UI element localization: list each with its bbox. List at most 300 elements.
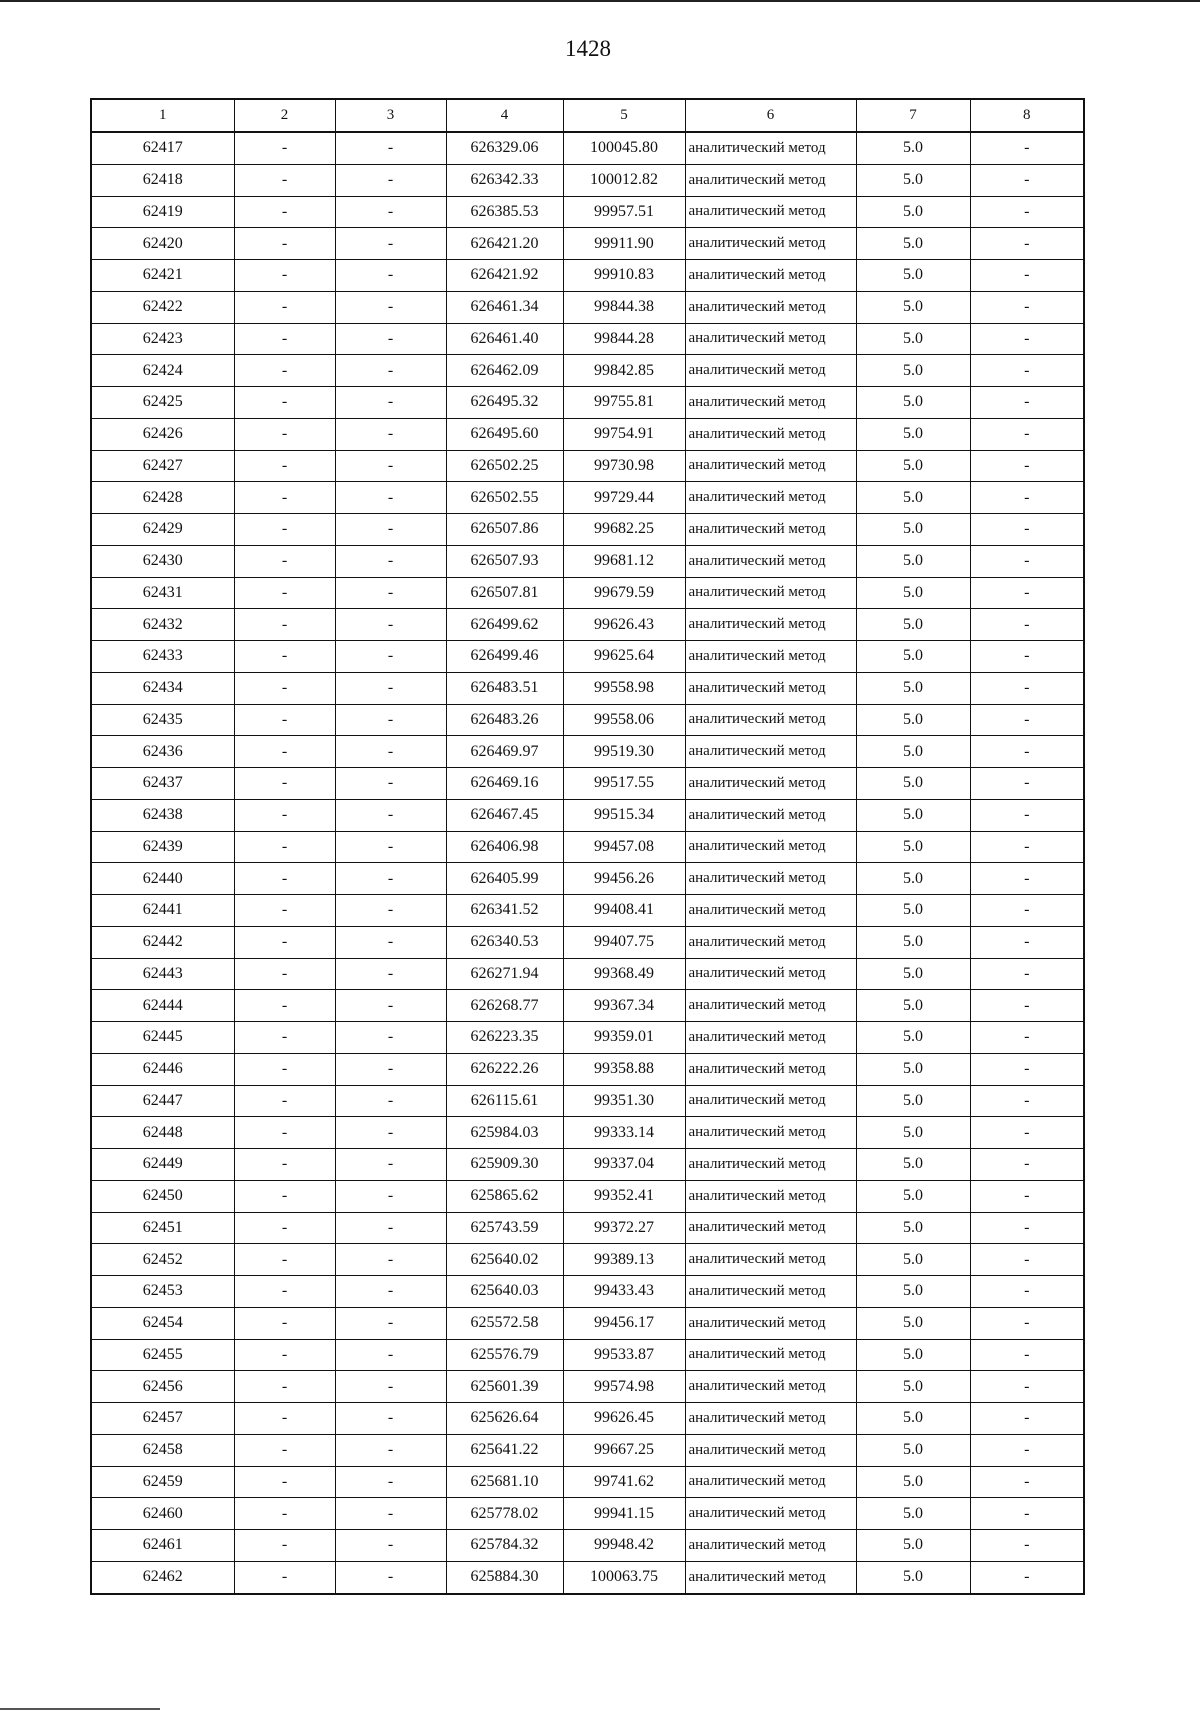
col8-cell: - (970, 1434, 1084, 1466)
x-coordinate-cell: 625778.02 (446, 1498, 563, 1530)
col3-cell: - (335, 1403, 446, 1435)
method-cell: аналитический метод (685, 1244, 856, 1276)
point-number-cell: 62419 (91, 196, 234, 228)
x-coordinate-cell: 626507.86 (446, 514, 563, 546)
col8-cell: - (970, 609, 1084, 641)
point-number-cell: 62462 (91, 1561, 234, 1593)
col8-cell: - (970, 1403, 1084, 1435)
col2-cell: - (234, 482, 335, 514)
x-coordinate-cell: 626341.52 (446, 895, 563, 927)
y-coordinate-cell: 99574.98 (563, 1371, 685, 1403)
x-coordinate-cell: 626115.61 (446, 1085, 563, 1117)
col2-cell: - (234, 831, 335, 863)
x-coordinate-cell: 626462.09 (446, 355, 563, 387)
table-row (91, 514, 1084, 546)
point-number-cell: 62447 (91, 1085, 234, 1117)
y-coordinate-cell: 99358.88 (563, 1053, 685, 1085)
col3-cell: - (335, 387, 446, 419)
y-coordinate-cell: 99456.17 (563, 1307, 685, 1339)
col8-cell: - (970, 1276, 1084, 1308)
x-coordinate-cell: 626502.55 (446, 482, 563, 514)
y-coordinate-cell: 99367.34 (563, 990, 685, 1022)
col2-cell: - (234, 863, 335, 895)
y-coordinate-cell: 99533.87 (563, 1339, 685, 1371)
point-number-cell: 62432 (91, 609, 234, 641)
accuracy-cell: 5.0 (856, 450, 970, 482)
accuracy-cell: 5.0 (856, 990, 970, 1022)
col8-cell: - (970, 641, 1084, 673)
point-number-cell: 62461 (91, 1530, 234, 1562)
y-coordinate-cell: 99941.15 (563, 1498, 685, 1530)
col2-cell: - (234, 514, 335, 546)
col3-cell: - (335, 831, 446, 863)
point-number-cell: 62440 (91, 863, 234, 895)
method-cell: аналитический метод (685, 990, 856, 1022)
point-number-cell: 62417 (91, 132, 234, 164)
col2-cell: - (234, 1339, 335, 1371)
method-cell: аналитический метод (685, 1053, 856, 1085)
point-number-cell: 62434 (91, 672, 234, 704)
accuracy-cell: 5.0 (856, 1530, 970, 1562)
col2-cell: - (234, 990, 335, 1022)
col2-cell: - (234, 704, 335, 736)
col3-cell: - (335, 164, 446, 196)
col8-cell: - (970, 132, 1084, 164)
method-cell: аналитический метод (685, 387, 856, 419)
table-row (91, 355, 1084, 387)
col8-cell: - (970, 1371, 1084, 1403)
accuracy-cell: 5.0 (856, 863, 970, 895)
col8-cell: - (970, 895, 1084, 927)
accuracy-cell: 5.0 (856, 1212, 970, 1244)
x-coordinate-cell: 625640.02 (446, 1244, 563, 1276)
point-number-cell: 62428 (91, 482, 234, 514)
accuracy-cell: 5.0 (856, 545, 970, 577)
col8-cell: - (970, 1307, 1084, 1339)
y-coordinate-cell: 99626.43 (563, 609, 685, 641)
column-header: 4 (446, 99, 563, 132)
method-cell: аналитический метод (685, 863, 856, 895)
col3-cell: - (335, 1371, 446, 1403)
x-coordinate-cell: 626499.62 (446, 609, 563, 641)
col3-cell: - (335, 704, 446, 736)
accuracy-cell: 5.0 (856, 132, 970, 164)
point-number-cell: 62429 (91, 514, 234, 546)
col8-cell: - (970, 672, 1084, 704)
col8-cell: - (970, 799, 1084, 831)
col3-cell: - (335, 990, 446, 1022)
accuracy-cell: 5.0 (856, 228, 970, 260)
col3-cell: - (335, 355, 446, 387)
col3-cell: - (335, 291, 446, 323)
y-coordinate-cell: 99842.85 (563, 355, 685, 387)
table-row (91, 1561, 1084, 1593)
x-coordinate-cell: 625572.58 (446, 1307, 563, 1339)
x-coordinate-cell: 625743.59 (446, 1212, 563, 1244)
table-row (91, 672, 1084, 704)
col2-cell: - (234, 1434, 335, 1466)
accuracy-cell: 5.0 (856, 355, 970, 387)
x-coordinate-cell: 625601.39 (446, 1371, 563, 1403)
table-row (91, 863, 1084, 895)
column-header: 5 (563, 99, 685, 132)
col3-cell: - (335, 609, 446, 641)
table-row (91, 1117, 1084, 1149)
point-number-cell: 62438 (91, 799, 234, 831)
page-number: 1428 (565, 36, 611, 61)
table-row (91, 132, 1084, 164)
table-row (91, 831, 1084, 863)
point-number-cell: 62424 (91, 355, 234, 387)
method-cell: аналитический метод (685, 958, 856, 990)
accuracy-cell: 5.0 (856, 1022, 970, 1054)
table-row (91, 1530, 1084, 1562)
col3-cell: - (335, 1466, 446, 1498)
x-coordinate-cell: 625865.62 (446, 1180, 563, 1212)
col8-cell: - (970, 450, 1084, 482)
x-coordinate-cell: 626421.20 (446, 228, 563, 260)
col2-cell: - (234, 323, 335, 355)
accuracy-cell: 5.0 (856, 323, 970, 355)
col8-cell: - (970, 1466, 1084, 1498)
point-number-cell: 62455 (91, 1339, 234, 1371)
point-number-cell: 62433 (91, 641, 234, 673)
accuracy-cell: 5.0 (856, 641, 970, 673)
col3-cell: - (335, 1276, 446, 1308)
accuracy-cell: 5.0 (856, 1053, 970, 1085)
col8-cell: - (970, 926, 1084, 958)
method-cell: аналитический метод (685, 1530, 856, 1562)
point-number-cell: 62436 (91, 736, 234, 768)
col8-cell: - (970, 1149, 1084, 1181)
col2-cell: - (234, 228, 335, 260)
top-rule (0, 0, 1200, 2)
x-coordinate-cell: 626385.53 (446, 196, 563, 228)
point-number-cell: 62453 (91, 1276, 234, 1308)
y-coordinate-cell: 99844.28 (563, 323, 685, 355)
table-row (91, 577, 1084, 609)
y-coordinate-cell: 99351.30 (563, 1085, 685, 1117)
col3-cell: - (335, 641, 446, 673)
y-coordinate-cell: 99457.08 (563, 831, 685, 863)
point-number-cell: 62425 (91, 387, 234, 419)
col8-cell: - (970, 355, 1084, 387)
method-cell: аналитический метод (685, 1466, 856, 1498)
col8-cell: - (970, 260, 1084, 292)
column-header: 6 (685, 99, 856, 132)
table-row (91, 1085, 1084, 1117)
method-cell: аналитический метод (685, 418, 856, 450)
y-coordinate-cell: 99682.25 (563, 514, 685, 546)
table-row (91, 228, 1084, 260)
method-cell: аналитический метод (685, 577, 856, 609)
accuracy-cell: 5.0 (856, 164, 970, 196)
point-number-cell: 62421 (91, 260, 234, 292)
table-row (91, 291, 1084, 323)
x-coordinate-cell: 626507.93 (446, 545, 563, 577)
table-row (91, 704, 1084, 736)
col2-cell: - (234, 895, 335, 927)
method-cell: аналитический метод (685, 1434, 856, 1466)
col3-cell: - (335, 132, 446, 164)
x-coordinate-cell: 626461.40 (446, 323, 563, 355)
table-row (91, 260, 1084, 292)
col8-cell: - (970, 1053, 1084, 1085)
col3-cell: - (335, 768, 446, 800)
col2-cell: - (234, 260, 335, 292)
col2-cell: - (234, 1117, 335, 1149)
table-row (91, 1053, 1084, 1085)
col8-cell: - (970, 990, 1084, 1022)
col2-cell: - (234, 1244, 335, 1276)
col8-cell: - (970, 1244, 1084, 1276)
point-number-cell: 62445 (91, 1022, 234, 1054)
col3-cell: - (335, 1053, 446, 1085)
x-coordinate-cell: 626342.33 (446, 164, 563, 196)
method-cell: аналитический метод (685, 1371, 856, 1403)
x-coordinate-cell: 626222.26 (446, 1053, 563, 1085)
method-cell: аналитический метод (685, 1276, 856, 1308)
y-coordinate-cell: 99681.12 (563, 545, 685, 577)
point-number-cell: 62452 (91, 1244, 234, 1276)
method-cell: аналитический метод (685, 926, 856, 958)
y-coordinate-cell: 99408.41 (563, 895, 685, 927)
point-number-cell: 62439 (91, 831, 234, 863)
accuracy-cell: 5.0 (856, 1307, 970, 1339)
col2-cell: - (234, 1053, 335, 1085)
y-coordinate-cell: 99456.26 (563, 863, 685, 895)
table-row (91, 1022, 1084, 1054)
y-coordinate-cell: 99741.62 (563, 1466, 685, 1498)
point-number-cell: 62431 (91, 577, 234, 609)
col3-cell: - (335, 1022, 446, 1054)
method-cell: аналитический метод (685, 291, 856, 323)
y-coordinate-cell: 99667.25 (563, 1434, 685, 1466)
col2-cell: - (234, 1180, 335, 1212)
x-coordinate-cell: 626483.26 (446, 704, 563, 736)
table-row (91, 387, 1084, 419)
col2-cell: - (234, 418, 335, 450)
x-coordinate-cell: 626461.34 (446, 291, 563, 323)
column-header: 2 (234, 99, 335, 132)
bottom-rule (0, 1708, 160, 1710)
method-cell: аналитический метод (685, 1498, 856, 1530)
point-number-cell: 62458 (91, 1434, 234, 1466)
y-coordinate-cell: 99558.06 (563, 704, 685, 736)
method-cell: аналитический метод (685, 323, 856, 355)
method-cell: аналитический метод (685, 609, 856, 641)
col8-cell: - (970, 1212, 1084, 1244)
table-row (91, 323, 1084, 355)
col8-cell: - (970, 1085, 1084, 1117)
header-row (91, 99, 1084, 132)
col3-cell: - (335, 1085, 446, 1117)
col3-cell: - (335, 895, 446, 927)
point-number-cell: 62449 (91, 1149, 234, 1181)
method-cell: аналитический метод (685, 831, 856, 863)
col2-cell: - (234, 799, 335, 831)
col8-cell: - (970, 736, 1084, 768)
point-number-cell: 62430 (91, 545, 234, 577)
accuracy-cell: 5.0 (856, 926, 970, 958)
x-coordinate-cell: 626502.25 (446, 450, 563, 482)
accuracy-cell: 5.0 (856, 514, 970, 546)
point-number-cell: 62456 (91, 1371, 234, 1403)
table-row (91, 196, 1084, 228)
y-coordinate-cell: 99352.41 (563, 1180, 685, 1212)
x-coordinate-cell: 626329.06 (446, 132, 563, 164)
table-row (91, 1498, 1084, 1530)
x-coordinate-cell: 625576.79 (446, 1339, 563, 1371)
table-row (91, 736, 1084, 768)
method-cell: аналитический метод (685, 164, 856, 196)
accuracy-cell: 5.0 (856, 196, 970, 228)
y-coordinate-cell: 99948.42 (563, 1530, 685, 1562)
method-cell: аналитический метод (685, 1022, 856, 1054)
method-cell: аналитический метод (685, 260, 856, 292)
x-coordinate-cell: 626469.16 (446, 768, 563, 800)
accuracy-cell: 5.0 (856, 704, 970, 736)
table-row (91, 958, 1084, 990)
accuracy-cell: 5.0 (856, 387, 970, 419)
x-coordinate-cell: 626421.92 (446, 260, 563, 292)
table-row (91, 1434, 1084, 1466)
col3-cell: - (335, 482, 446, 514)
col8-cell: - (970, 323, 1084, 355)
accuracy-cell: 5.0 (856, 768, 970, 800)
col3-cell: - (335, 926, 446, 958)
x-coordinate-cell: 626495.60 (446, 418, 563, 450)
col3-cell: - (335, 1434, 446, 1466)
table-row (91, 450, 1084, 482)
col8-cell: - (970, 704, 1084, 736)
method-cell: аналитический метод (685, 704, 856, 736)
point-number-cell: 62423 (91, 323, 234, 355)
table-row (91, 418, 1084, 450)
method-cell: аналитический метод (685, 196, 856, 228)
accuracy-cell: 5.0 (856, 1371, 970, 1403)
col2-cell: - (234, 164, 335, 196)
col3-cell: - (335, 1212, 446, 1244)
col8-cell: - (970, 863, 1084, 895)
point-number-cell: 62442 (91, 926, 234, 958)
column-header: 1 (91, 99, 234, 132)
table-row (91, 1403, 1084, 1435)
y-coordinate-cell: 99515.34 (563, 799, 685, 831)
accuracy-cell: 5.0 (856, 418, 970, 450)
point-number-cell: 62426 (91, 418, 234, 450)
table-row (91, 1339, 1084, 1371)
col8-cell: - (970, 196, 1084, 228)
point-number-cell: 62450 (91, 1180, 234, 1212)
x-coordinate-cell: 626268.77 (446, 990, 563, 1022)
method-cell: аналитический метод (685, 450, 856, 482)
col2-cell: - (234, 1371, 335, 1403)
y-coordinate-cell: 99755.81 (563, 387, 685, 419)
table-row (91, 482, 1084, 514)
col3-cell: - (335, 736, 446, 768)
point-number-cell: 62435 (91, 704, 234, 736)
method-cell: аналитический метод (685, 1085, 856, 1117)
point-number-cell: 62451 (91, 1212, 234, 1244)
method-cell: аналитический метод (685, 895, 856, 927)
col2-cell: - (234, 1561, 335, 1593)
col3-cell: - (335, 1530, 446, 1562)
col8-cell: - (970, 958, 1084, 990)
method-cell: аналитический метод (685, 736, 856, 768)
x-coordinate-cell: 626483.51 (446, 672, 563, 704)
x-coordinate-cell: 625641.22 (446, 1434, 563, 1466)
y-coordinate-cell: 99729.44 (563, 482, 685, 514)
col8-cell: - (970, 1117, 1084, 1149)
col2-cell: - (234, 450, 335, 482)
col3-cell: - (335, 1244, 446, 1276)
method-cell: аналитический метод (685, 1339, 856, 1371)
y-coordinate-cell: 99558.98 (563, 672, 685, 704)
accuracy-cell: 5.0 (856, 1466, 970, 1498)
point-number-cell: 62443 (91, 958, 234, 990)
col8-cell: - (970, 291, 1084, 323)
method-cell: аналитический метод (685, 1403, 856, 1435)
x-coordinate-cell: 626223.35 (446, 1022, 563, 1054)
col2-cell: - (234, 1307, 335, 1339)
col2-cell: - (234, 1530, 335, 1562)
x-coordinate-cell: 625640.03 (446, 1276, 563, 1308)
col2-cell: - (234, 387, 335, 419)
table-row (91, 641, 1084, 673)
accuracy-cell: 5.0 (856, 831, 970, 863)
col2-cell: - (234, 291, 335, 323)
accuracy-cell: 5.0 (856, 609, 970, 641)
table-row (91, 1276, 1084, 1308)
col3-cell: - (335, 1561, 446, 1593)
col3-cell: - (335, 323, 446, 355)
col8-cell: - (970, 164, 1084, 196)
x-coordinate-cell: 626467.45 (446, 799, 563, 831)
point-number-cell: 62441 (91, 895, 234, 927)
x-coordinate-cell: 626507.81 (446, 577, 563, 609)
col2-cell: - (234, 1498, 335, 1530)
method-cell: аналитический метод (685, 228, 856, 260)
point-number-cell: 62457 (91, 1403, 234, 1435)
col3-cell: - (335, 672, 446, 704)
col2-cell: - (234, 1149, 335, 1181)
table-row (91, 1212, 1084, 1244)
accuracy-cell: 5.0 (856, 958, 970, 990)
table-row (91, 1371, 1084, 1403)
col3-cell: - (335, 228, 446, 260)
y-coordinate-cell: 99517.55 (563, 768, 685, 800)
col2-cell: - (234, 641, 335, 673)
method-cell: аналитический метод (685, 1212, 856, 1244)
accuracy-cell: 5.0 (856, 1339, 970, 1371)
col3-cell: - (335, 260, 446, 292)
method-cell: аналитический метод (685, 132, 856, 164)
col8-cell: - (970, 1498, 1084, 1530)
col8-cell: - (970, 768, 1084, 800)
col3-cell: - (335, 1307, 446, 1339)
col2-cell: - (234, 196, 335, 228)
accuracy-cell: 5.0 (856, 577, 970, 609)
col3-cell: - (335, 1180, 446, 1212)
y-coordinate-cell: 99910.83 (563, 260, 685, 292)
col8-cell: - (970, 418, 1084, 450)
col8-cell: - (970, 387, 1084, 419)
y-coordinate-cell: 100063.75 (563, 1561, 685, 1593)
table-row (91, 164, 1084, 196)
col2-cell: - (234, 609, 335, 641)
accuracy-cell: 5.0 (856, 1561, 970, 1593)
